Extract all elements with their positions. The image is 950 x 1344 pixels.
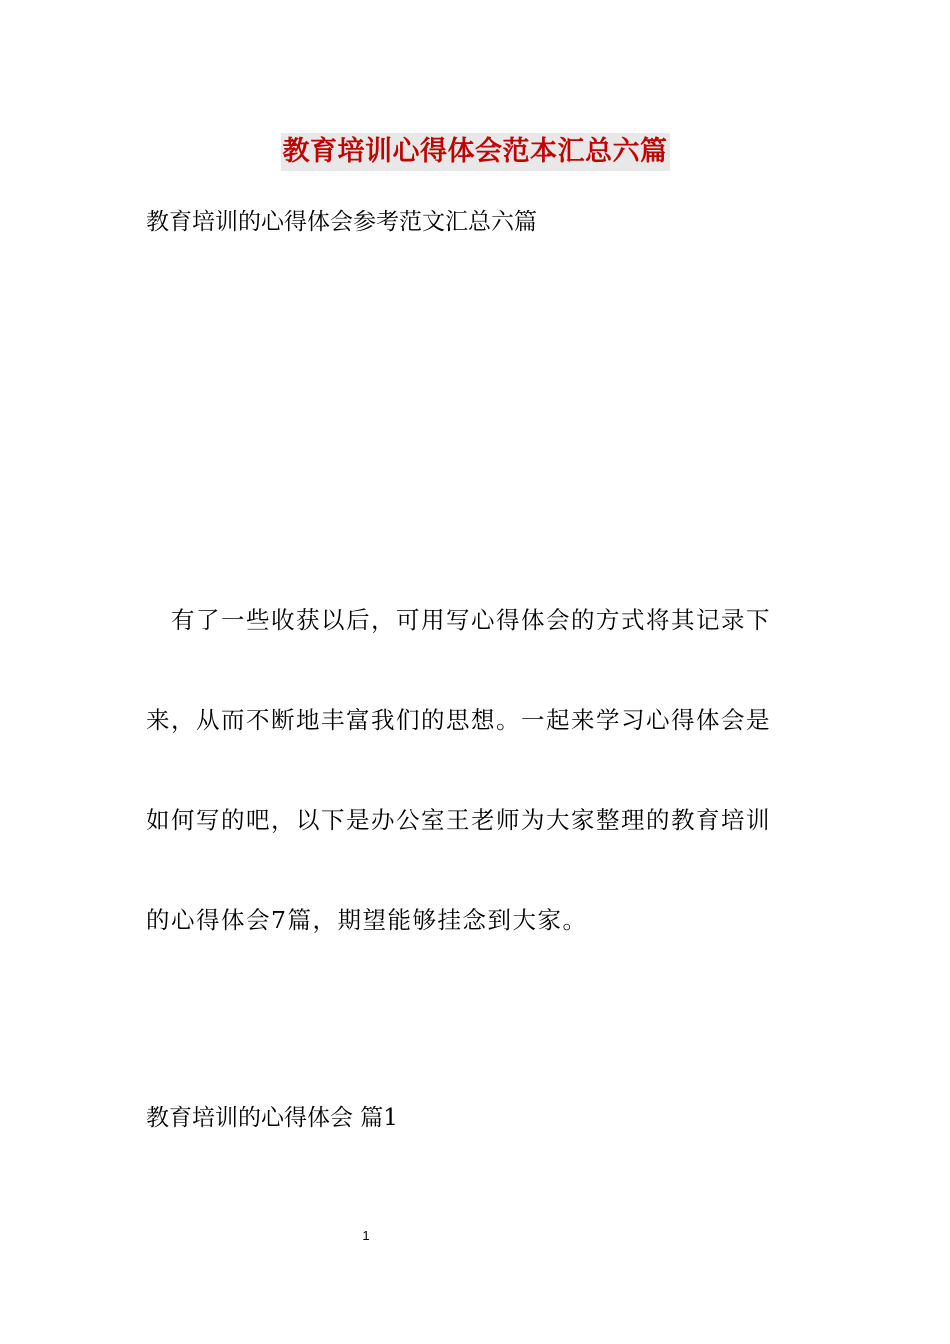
intro-line: 如何写的吧，以下是办公室王老师为大家整理的教育培训 [146, 806, 771, 834]
intro-line: 有了一些收获以后，可用写心得体会的方式将其记录下 [146, 606, 771, 634]
page-number: 1 [362, 1228, 370, 1243]
intro-line: 来，从而不断地丰富我们的思想。一起来学习心得体会是 [146, 706, 771, 734]
document-subtitle: 教育培训的心得体会参考范文汇总六篇 [146, 209, 537, 235]
title-container [0, 133, 950, 171]
section-heading: 教育培训的心得体会 篇1 [146, 1105, 398, 1131]
intro-paragraph [146, 604, 806, 1004]
document-title: 教育培训心得体会范本汇总六篇 [281, 133, 670, 171]
intro-line: 的心得体会7篇，期望能够挂念到大家。 [146, 906, 588, 934]
